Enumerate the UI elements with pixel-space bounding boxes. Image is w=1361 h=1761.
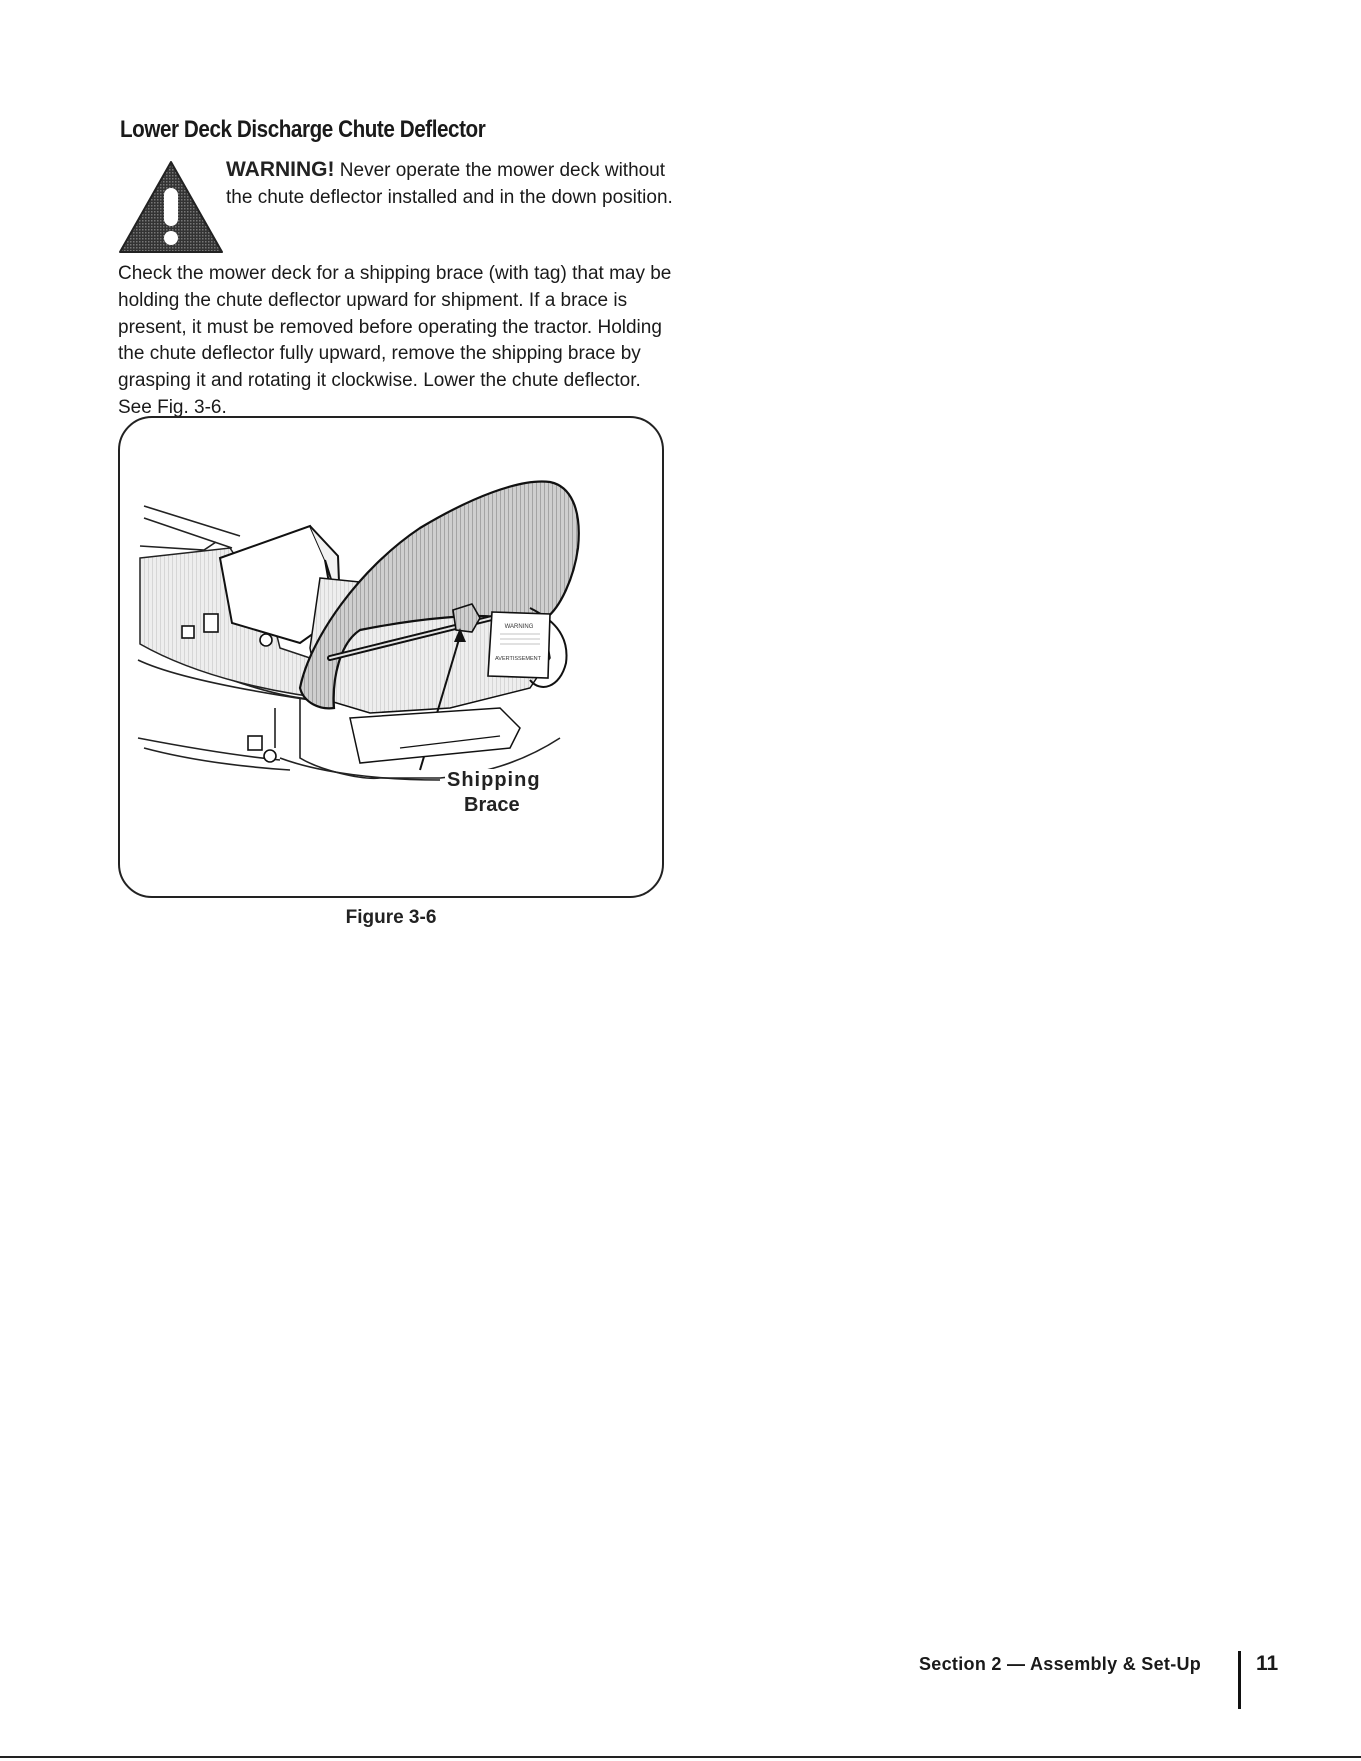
tag-warning-text: WARNING [504, 624, 534, 630]
tag-avertissement-text: AVERTISSEMENT [495, 656, 541, 662]
page-number: 11 [1256, 1652, 1279, 1675]
warning-label: WARNING! [226, 158, 335, 181]
warning-triangle-icon [118, 160, 224, 254]
instruction-paragraph: Check the mower deck for a shipping brace (with tag) that may be holding the chute deflector upward for shipment. If a brace is present, it must be removed before operating the tractor. Holding the chute deflector fully upward, remove the shipping brace by grasping it and rotating it clockwise. Lower the chute deflector. See Fig. 3-6. [118, 263, 672, 418]
warning-message: Never operate the mower deck without the chute deflector installed and in the down position. [226, 160, 673, 208]
warning-text [226, 156, 676, 211]
mower-deck-illustration [120, 418, 664, 898]
section-heading: Lower Deck Discharge Chute Deflector [120, 116, 486, 143]
callout-shipping: Shipping [447, 769, 541, 791]
warning-tag [488, 612, 550, 678]
callout-brace: Brace [464, 794, 520, 816]
figure-caption: Figure 3-6 [345, 907, 437, 928]
figure-illustration [118, 416, 664, 898]
bottom-rule [0, 1756, 1361, 1758]
footer-divider [1238, 1651, 1241, 1709]
footer-section-title: Section 2 — Assembly & Set-Up [919, 1654, 1202, 1674]
